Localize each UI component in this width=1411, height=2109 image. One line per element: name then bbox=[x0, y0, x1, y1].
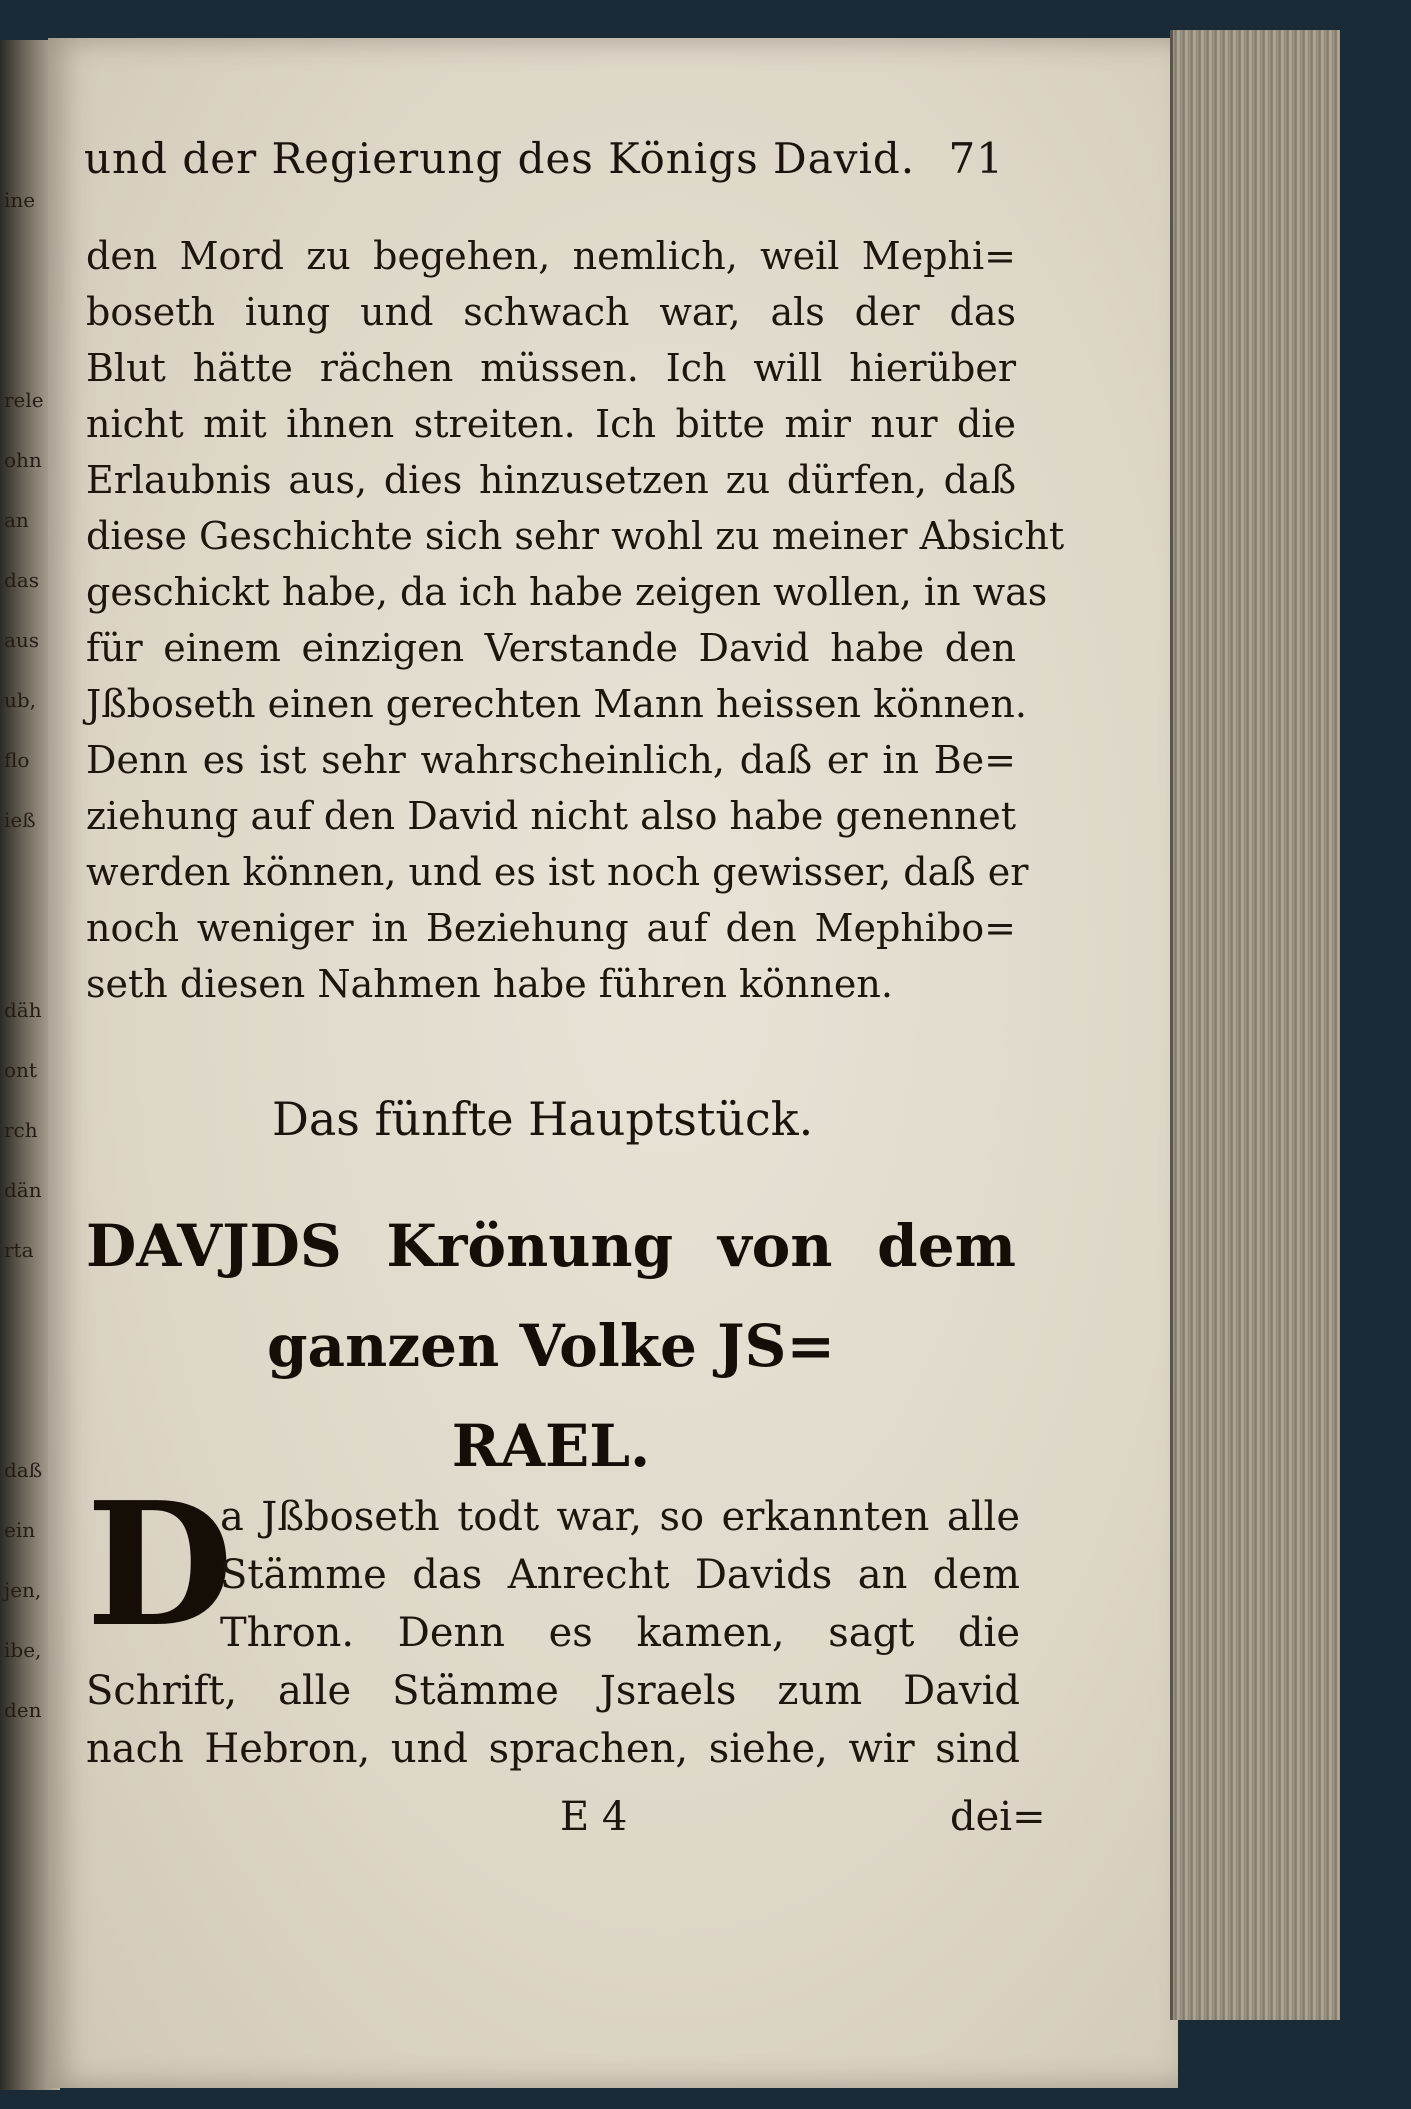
chapter-title-line: RAEL. bbox=[451, 1412, 651, 1480]
text-line: Blut hätte rächen müssen. Ich will hierüber bbox=[86, 346, 1016, 390]
margin-fragment: das bbox=[4, 568, 39, 592]
margin-fragment: ibe, bbox=[4, 1638, 42, 1662]
text-line: noch weniger in Beziehung auf den Mephibo= bbox=[86, 906, 1016, 950]
chapter-title bbox=[86, 1196, 1016, 1496]
text-line: geschickt habe, da ich habe zeigen wollen, in was bbox=[86, 570, 1048, 614]
dropcap-paragraph bbox=[220, 1488, 1020, 1662]
margin-fragment: flo bbox=[4, 748, 30, 772]
text-line: Stämme das Anrecht Davids an dem bbox=[220, 1552, 1020, 1598]
text-line: für einem einzigen Verstande David habe den bbox=[86, 626, 1016, 670]
drop-cap: D bbox=[86, 1465, 234, 1665]
chapter-title-line: DAVJDS Krönung von dem bbox=[86, 1212, 1016, 1280]
margin-fragment: ine bbox=[4, 188, 36, 212]
signature-mark: E 4 bbox=[560, 1794, 628, 1840]
margin-fragment: däh bbox=[4, 998, 42, 1022]
text-line: ziehung auf den David nicht also habe genennet bbox=[86, 794, 1016, 838]
catchword: dei= bbox=[950, 1794, 1046, 1840]
section-label: Das fünfte Hauptstück. bbox=[272, 1092, 814, 1146]
margin-fragment: ohn bbox=[4, 448, 42, 472]
text-line: werden können, und es ist noch gewisser, daß er bbox=[86, 850, 1029, 894]
text-line: Denn es ist sehr wahrscheinlich, daß er in Be= bbox=[86, 738, 1016, 782]
text-line: a Jßboseth todt war, so erkannten alle bbox=[220, 1494, 1020, 1540]
body-paragraph bbox=[86, 228, 1065, 1012]
page-number: 71 bbox=[948, 134, 1004, 183]
text-line: Schrift, alle Stämme Jsraels zum David bbox=[86, 1668, 1020, 1714]
margin-fragment: ein bbox=[4, 1518, 36, 1542]
margin-fragment: dän bbox=[4, 1178, 42, 1202]
text-line: diese Geschichte sich sehr wohl zu meiner Absicht bbox=[86, 514, 1065, 558]
margin-fragment: den bbox=[4, 1698, 42, 1722]
text-line: den Mord zu begehen, nemlich, weil Mephi= bbox=[86, 234, 1016, 278]
text-line: Thron. Denn es kamen, sagt die bbox=[220, 1610, 1020, 1656]
margin-fragment: rta bbox=[4, 1238, 34, 1262]
running-title: und der Regierung des Königs David. bbox=[84, 134, 916, 183]
continued-paragraph bbox=[86, 1662, 1020, 1778]
text-line: nicht mit ihnen streiten. Ich bitte mir nur die bbox=[86, 402, 1016, 446]
running-header bbox=[84, 134, 1004, 194]
text-line: Jßboseth einen gerechten Mann heissen können. bbox=[86, 682, 1027, 726]
book-fore-edge bbox=[1170, 30, 1343, 2020]
text-line: boseth iung und schwach war, als der das bbox=[86, 290, 1016, 334]
margin-fragment: jen, bbox=[4, 1578, 42, 1602]
margin-fragment: rele bbox=[4, 388, 44, 412]
text-line: seth diesen Nahmen habe führen können. bbox=[86, 962, 893, 1006]
text-line: nach Hebron, und sprachen, siehe, wir sind bbox=[86, 1726, 1020, 1772]
margin-fragment: daß bbox=[4, 1458, 43, 1482]
margin-fragment: ub, bbox=[4, 688, 37, 712]
background-right bbox=[1340, 30, 1411, 2109]
text-line: Erlaubnis aus, dies hinzusetzen zu dürfen, daß bbox=[86, 458, 1016, 502]
margin-fragment: an bbox=[4, 508, 29, 532]
margin-fragment: ont bbox=[4, 1058, 37, 1082]
margin-fragment: ieß bbox=[4, 808, 36, 832]
chapter-title-line: ganzen Volke JS= bbox=[266, 1312, 836, 1380]
margin-fragment: aus bbox=[4, 628, 40, 652]
margin-fragment: rch bbox=[4, 1118, 38, 1142]
